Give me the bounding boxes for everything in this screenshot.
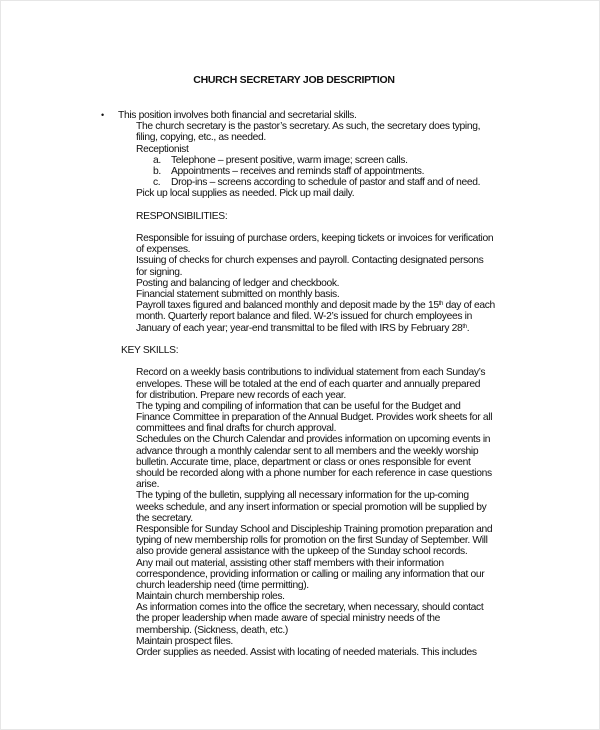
text-line	[1, 311, 600, 322]
line-text: Payroll taxes figured and balanced monthly and deposit made by the 15	[136, 300, 439, 312]
text-line	[1, 423, 600, 434]
text-line	[1, 144, 600, 155]
line-text: Receptionist	[136, 143, 189, 155]
line-text: bulletin. Accurate time, place, department or class or ones responsible for event	[136, 456, 471, 468]
line-text: Any mail out material, assisting other staff members with their information	[136, 557, 444, 569]
text-line	[1, 110, 600, 121]
line-text: The typing and compiling of information that can be useful for the Budget and	[136, 400, 461, 412]
line-text: the proper leadership when made aware of special ministry needs of the	[136, 613, 441, 625]
line-text: Financial statement submitted on monthly basis.	[136, 289, 340, 300]
text-line	[1, 434, 600, 445]
line-text: membership. (Sickness, death, etc.)	[136, 624, 288, 636]
line-text: KEY SKILLS:	[121, 344, 179, 356]
text-line	[1, 188, 600, 199]
line-text: RESPONSIBILITIES:	[136, 210, 228, 222]
text-line	[1, 211, 600, 222]
line-text: committees and final drafts for church approval.	[136, 423, 337, 435]
text-line	[1, 255, 600, 266]
list-marker: c.	[153, 177, 161, 189]
blank-line	[1, 222, 600, 233]
text-line	[1, 166, 600, 177]
text-line	[1, 558, 600, 569]
text-line	[1, 244, 600, 255]
text-line	[1, 546, 600, 557]
line-text: Telephone – present positive, warm image; screen calls.	[171, 154, 408, 166]
line-text: envelopes. These will be totaled at the end of each quarter and annually prepared	[136, 378, 481, 390]
line-text: Responsible for Sunday School and Discipleship Training promotion preparation and	[136, 523, 493, 535]
line-text: The typing of the bulletin, supplying all necessary information for the up-coming	[136, 490, 469, 502]
line-text: the secretary.	[136, 512, 193, 524]
text-line	[1, 580, 600, 591]
line-text: Maintain church membership roles.	[136, 591, 285, 603]
text-line	[1, 390, 600, 401]
text-line	[1, 289, 600, 300]
list-marker: a.	[153, 154, 161, 166]
ordinal-suffix: th	[462, 323, 467, 330]
line-text: Drop-ins – screens according to schedule of pastor and staff and of need.	[171, 177, 481, 189]
bullet-icon: •	[101, 110, 104, 120]
line-text: This position involves both financial and secretarial skills.	[118, 110, 357, 121]
text-line	[1, 132, 600, 143]
text-line	[1, 446, 600, 457]
text-line	[1, 300, 600, 311]
ordinal-suffix: th	[438, 301, 444, 308]
text-line	[1, 636, 600, 647]
blank-line	[1, 334, 600, 345]
line-text: for distribution. Prepare new records of each year.	[136, 389, 346, 401]
text-line	[1, 625, 600, 636]
line-text: Pick up local supplies as needed. Pick up mail daily.	[136, 188, 355, 200]
list-marker: b.	[153, 165, 161, 177]
text-line	[1, 613, 600, 624]
text-line	[1, 323, 600, 334]
text-line	[1, 535, 600, 546]
line-text: month. Quarterly report balance and filed. W-2’s issued for church employees in	[136, 311, 472, 323]
line-text-continued: .	[466, 322, 470, 334]
line-text: should be recorded along with a phone number for each reference in case questions	[136, 468, 492, 479]
line-text: advance through a monthly calendar sent to all members and the weekly worship	[136, 445, 479, 457]
text-line	[1, 591, 600, 602]
line-text: Issuing of checks for church expenses and payroll. Contacting designated persons	[136, 255, 484, 267]
line-text: Record on a weekly basis contributions to individual statement from each Sunday’s	[136, 367, 486, 379]
line-text: As information comes into the office the secretary, when necessary, should contact	[136, 602, 484, 614]
text-line	[1, 502, 600, 513]
text-line	[1, 490, 600, 501]
line-text: The church secretary is the pastor’s secretary. As such, the secretary does typing,	[136, 121, 481, 133]
text-line	[1, 524, 600, 535]
blank-line	[1, 356, 600, 367]
line-text: church leadership need (time permitting).	[136, 579, 309, 591]
text-line	[1, 569, 600, 580]
line-text: Maintain prospect files.	[136, 635, 233, 647]
text-line	[1, 379, 600, 390]
blank-line	[1, 200, 600, 211]
document-title: CHURCH SECRETARY JOB DESCRIPTION	[193, 74, 395, 86]
text-line	[1, 278, 600, 289]
line-text-continued: day of each	[443, 300, 495, 312]
line-text: correspondence, providing information or calling or mailing any information that our	[136, 568, 485, 580]
line-text: Responsible for issuing of purchase orders, keeping tickets or invoices for verification	[136, 233, 494, 245]
text-line	[1, 367, 600, 378]
text-line	[1, 457, 600, 468]
line-text: arise.	[136, 479, 160, 491]
text-line	[1, 513, 600, 524]
text-line	[1, 412, 600, 423]
text-line	[1, 345, 600, 356]
document-body	[1, 110, 600, 658]
text-line	[1, 267, 600, 278]
line-text: Finance Committee in preparation of the Annual Budget. Provides work sheets for all	[136, 412, 493, 424]
text-line	[1, 177, 600, 188]
line-text: Appointments – receives and reminds staff of appointments.	[171, 165, 425, 177]
line-text: typing of new membership rolls for promotion on the first Sunday of September. Will	[136, 535, 488, 547]
text-line	[1, 647, 600, 658]
line-text: Schedules on the Church Calendar and provides information on upcoming events in	[136, 434, 491, 446]
text-line	[1, 479, 600, 490]
line-text: Order supplies as needed. Assist with locating of needed materials. This includes	[136, 647, 477, 658]
text-line	[1, 155, 600, 166]
line-text: Posting and balancing of ledger and checkbook.	[136, 277, 340, 289]
text-line	[1, 602, 600, 613]
line-text: of expenses.	[136, 244, 191, 256]
line-text: for signing.	[136, 266, 183, 278]
text-line	[1, 468, 600, 479]
line-text: filing, copying, etc., as needed.	[136, 132, 266, 144]
text-line	[1, 401, 600, 412]
text-line	[1, 121, 600, 132]
text-line	[1, 233, 600, 244]
line-text: January of each year; year-end transmittal to be filed with IRS by February 28	[136, 322, 463, 334]
line-text: weeks schedule, and any insert information or special promotion will be supplied by	[136, 501, 487, 513]
line-text: also provide general assistance with the upkeep of the Sunday school records.	[136, 546, 468, 558]
